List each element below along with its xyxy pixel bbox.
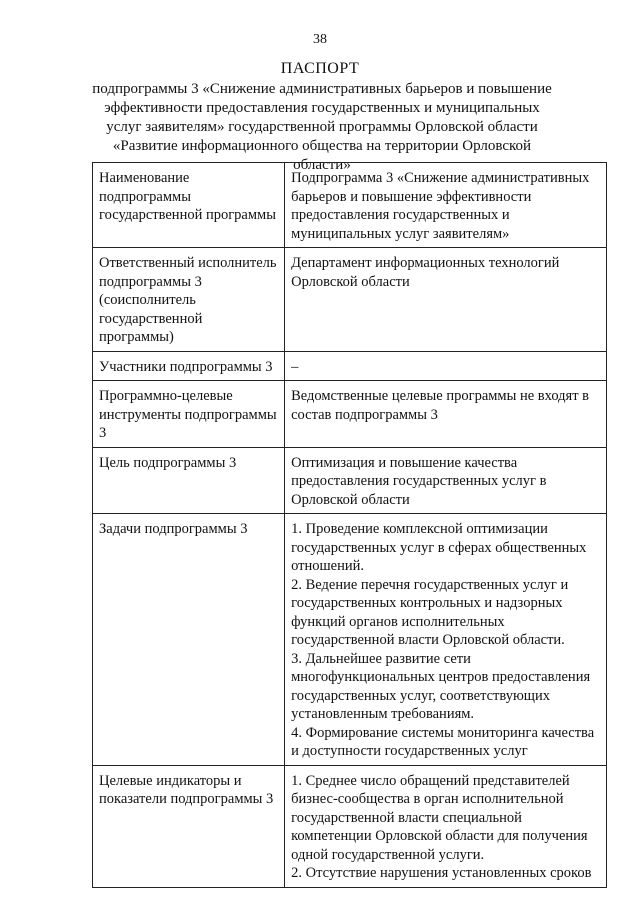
- value-line: 3. Дальнейшее развитие сети многофункциональных центров предоставления государственных услуг, соответствующих установленным требованиям.: [291, 650, 591, 722]
- page-number: 38: [313, 32, 327, 47]
- value-line: 2. Ведение перечня государственных услуг и государственных контрольных и надзорных функций органов исполнительных государственной власти Орловской области.: [291, 576, 569, 648]
- row-value: [285, 381, 607, 448]
- row-label: Наименование подпрограммы государственной программы: [93, 163, 285, 248]
- row-value: [285, 514, 607, 766]
- row-label: Целевые индикаторы и показатели подпрограммы 3: [93, 765, 285, 887]
- value-line: 1. Проведение комплексной оптимизации государственных услуг в сферах общественных отношений.: [291, 521, 587, 574]
- value-line: Департамент информационных технологий Орловской области: [291, 255, 560, 290]
- passport-table: [92, 162, 607, 888]
- document-subtitle: подпрограммы 3 «Снижение административных барьеров и повышение эффективности предоставления государственных и муниципальных услуг заявителям» государственной программы Орловской области «Развитие информационного общества на территории Орловской области»: [92, 81, 552, 173]
- row-value: [285, 351, 607, 381]
- row-value: [285, 447, 607, 514]
- table-row: [93, 248, 607, 352]
- row-label: Ответственный исполнитель подпрограммы 3 (соисполнитель государственной программы): [93, 248, 285, 352]
- value-line: 2. Отсутствие нарушения установленных сроков: [291, 865, 592, 881]
- value-line: Ведомственные целевые программы не входят в состав подпрограммы 3: [291, 388, 590, 423]
- row-label: Цель подпрограммы 3: [93, 447, 285, 514]
- table-row: [93, 447, 607, 514]
- value-line: Оптимизация и повышение качества предоставления государственных услуг в Орловской области: [291, 454, 547, 508]
- table-row: [93, 381, 607, 448]
- value-line: Подпрограмма 3 «Снижение административных барьеров и повышение эффективности предоставления государственных и муниципальных услуг заявителям»: [291, 170, 590, 242]
- value-line: 4. Формирование системы мониторинга качества и доступности государственных услуг: [291, 724, 595, 759]
- value-line: –: [291, 358, 299, 375]
- row-value: [285, 765, 607, 887]
- row-label: Участники подпрограммы 3: [93, 351, 285, 381]
- table-row: [93, 163, 607, 248]
- row-value: [285, 163, 607, 248]
- table-row: [93, 514, 607, 766]
- table-row: [93, 351, 607, 381]
- row-label: Задачи подпрограммы 3: [93, 514, 285, 766]
- row-value: [285, 248, 607, 352]
- document-title: ПАСПОРТ: [280, 60, 360, 77]
- row-label: Программно-целевые инструменты подпрограммы 3: [93, 381, 285, 448]
- value-line: 1. Среднее число обращений представителей бизнес-сообщества в орган исполнительной государственной власти специальной компетенции Орловской области для получения одной государственной услуги.: [291, 772, 588, 863]
- table-row: [93, 765, 607, 887]
